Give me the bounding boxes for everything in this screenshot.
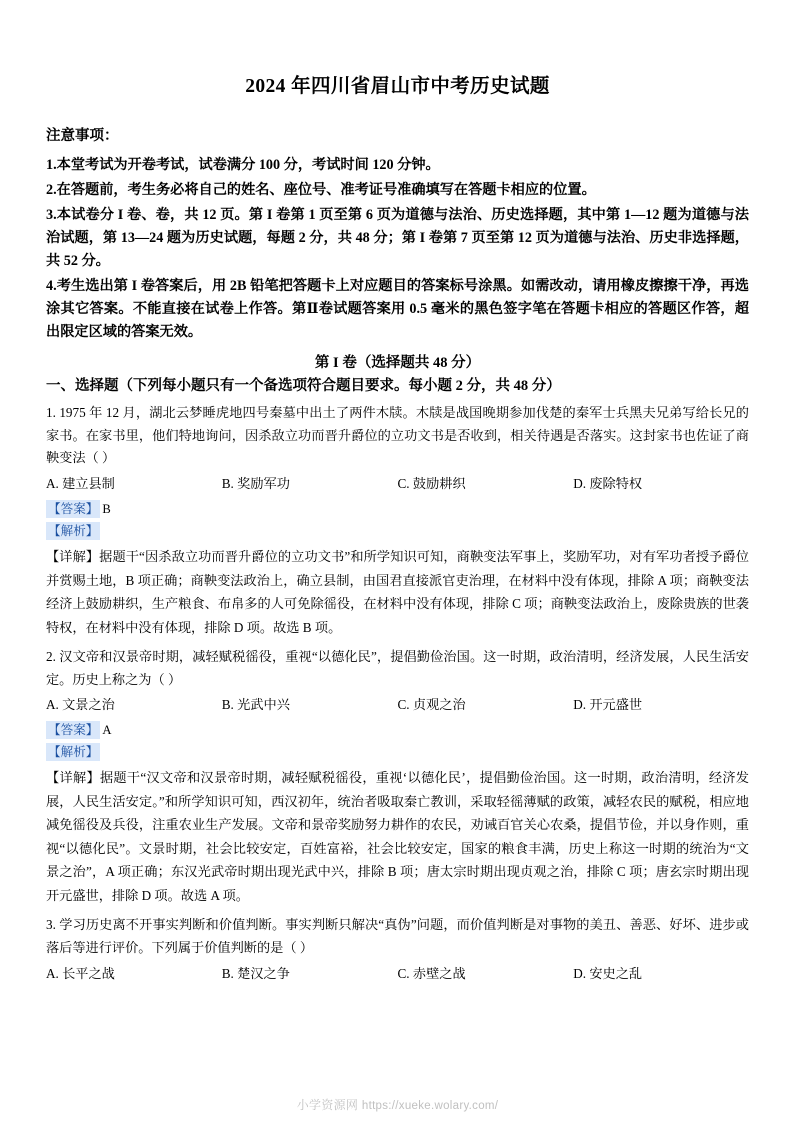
option-b[interactable]: B. 奖励军功 — [221, 476, 290, 492]
paper-part-heading: 第 I 卷（选择题共 48 分） — [314, 355, 481, 371]
option-b[interactable]: B. 光武中兴 — [221, 697, 290, 713]
option-d[interactable]: D. 安史之乱 — [573, 965, 643, 981]
option-c[interactable]: C. 鼓励耕织 — [397, 476, 466, 492]
question-options — [46, 694, 749, 716]
question-stem: 1. 1975 年 12 月，湖北云梦睡虎地四号秦墓中出土了两件木牍。木牍是战国晚期参加伐楚的秦军士兵黑夫兄弟写给长兄的家书。在家书里，他们特地询问，因杀敌立功而晋升爵位的立功文书是否收到，相关待遇是否落实。这封家书也佐证了商鞅变法（ ） — [46, 405, 749, 466]
question-options — [46, 963, 749, 985]
explain-line — [46, 743, 749, 761]
option-c[interactable]: C. 赤壁之战 — [397, 965, 466, 981]
question-stem: 2. 汉文帝和汉景帝时期，减轻赋税徭役，重视“以德化民”，提倡勤俭治国。这一时期，政治清明，经济发展，人民生活安定。历史上称之为（ ） — [46, 649, 749, 687]
notice-item-1: 1.本堂考试为开卷考试，试卷满分 100 分，考试时间 120 分钟。 — [46, 157, 440, 173]
watermark-site: 小学资源网 — [296, 1098, 359, 1112]
notice-heading: 注意事项： — [46, 128, 119, 144]
question-detail: 【详解】据题干“因杀敌立功而晋升爵位的立功文书”和所学知识可知，商鞅变法军事上，奖励军功，对有军功者授予爵位并赏赐土地，B 项正确；商鞅变法政治上，确立县制，由国君直接派官吏治理，在材料中没有体现，排除 A 项；商鞅变法经济上鼓励耕织，生产粮食、布帛多的人可免除徭役，在材料中没有体现，排除 C 项；商鞅变法政治上，废除贵族的世袭特权，在材料中没有体现，排除 D 项。故选 B 项。 — [46, 549, 749, 635]
question-stem: 3. 学习历史离不开事实判断和价值判断。事实判断只解决“真伪”问题，而价值判断是对事物的美丑、善恶、好坏、进步或落后等进行评价。下列属于价值判断的是（ ） — [46, 917, 749, 956]
notice-item-2: 2.在答题前，考生务必将自己的姓名、座位号、准考证号准确填写在答题卡相应的位置。 — [46, 182, 596, 198]
question-detail: 【详解】据题干“汉文帝和汉景帝时期，减轻赋税徭役，重视‘以德化民’，提倡勤俭治国。这一时期，政治清明，经济发展，人民生活安定。”和所学知识可知，西汉初年，统治者吸取秦亡教训，采取轻徭薄赋的政策，减轻农民的赋税，相应地减免徭役及兵役，注重农业生产发展。文帝和景帝奖励努力耕作的农民，劝诫百官关心农桑，提倡节俭，并以身作则，重视“以德化民”。文景时期，社会比较安定，百姓富裕，社会比较安定，国家的粮食丰满，历史上称这一时期的统治为“文景之治”，A 项正确；东汉光武帝时期出现光武中兴，排除 B 项；唐太宗时期出现贞观之治，排除 C 项；唐玄宗时期出现开元盛世，排除 D 项。故选 A 项。 — [46, 770, 749, 903]
answer-line — [46, 500, 749, 518]
option-a[interactable]: A. 长平之战 — [46, 965, 115, 981]
option-d[interactable]: D. 废除特权 — [573, 476, 643, 492]
notice-item-4: 4.考生选出第 I 卷答案后，用 2B 铅笔把答题卡上对应题目的答案标号涂黑。如需改动，请用橡皮擦擦干净，再选涂其它答案。不能直接在试卷上作答。第Ⅱ卷试题答案用 0.5 毫米的黑色签字笔在答题卡相应的答题区作答，超出限定区域的答案无效。 — [46, 278, 749, 340]
option-c[interactable]: C. 贞观之治 — [397, 697, 466, 713]
option-a[interactable]: A. 文景之治 — [46, 697, 115, 713]
explain-line — [46, 522, 749, 540]
option-d[interactable]: D. 开元盛世 — [573, 697, 643, 713]
question-options — [46, 473, 749, 495]
section-heading: 一、选择题（下列每小题只有一个备选项符合题目要求。每小题 2 分，共 48 分） — [46, 378, 561, 394]
option-b[interactable]: B. 楚汉之争 — [221, 965, 290, 981]
watermark — [0, 1096, 795, 1113]
answer-label: 【答案】 — [46, 721, 100, 739]
notice-item-3: 3.本试卷分 I 卷、卷，共 12 页。第 I 卷第 1 页至第 6 页为道德与法治、历史选择题，其中第 1—12 题为道德与法治试题，第 13—24 题为历史试题，每题 2 分，共 48 分；第 I 卷第 7 页至第 12 页为道德与法治、历史非选择题，共 52 分。 — [46, 207, 749, 269]
explain-label: 【解析】 — [46, 743, 100, 761]
answer-line — [46, 721, 749, 739]
answer-label: 【答案】 — [46, 500, 100, 518]
option-a[interactable]: A. 建立县制 — [46, 476, 115, 492]
page-title: 2024 年四川省眉山市中考历史试题 — [245, 76, 550, 97]
answer-value: A — [102, 722, 112, 737]
answer-value: B — [102, 501, 111, 516]
explain-label: 【解析】 — [46, 522, 100, 540]
watermark-url: https://xueke.wolary.com/ — [361, 1100, 499, 1112]
